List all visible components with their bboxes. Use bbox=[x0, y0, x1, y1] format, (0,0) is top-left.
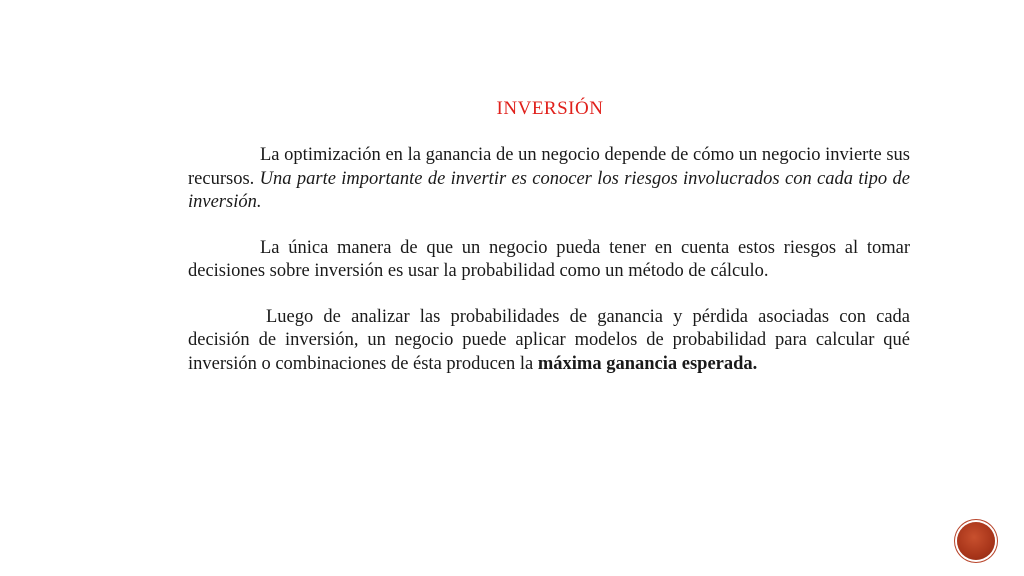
page-number-badge bbox=[957, 522, 995, 560]
paragraph-3-bold: máxima ganancia esperada. bbox=[537, 353, 758, 374]
paragraph-2 bbox=[188, 237, 910, 284]
paragraph-3-text: Luego de analizar las probabilidades de ganancia y pérdida asociadas con cada decisión de inversión, un negocio puede aplicar modelos de probabilidad para calcular qué inversión o combinaciones de ésta producen la bbox=[188, 306, 910, 374]
paragraph-1-italic: Una parte importante de invertir es conocer los riesgos involucrados con cada tipo de inversión. bbox=[188, 168, 910, 212]
paragraph-1-text: La optimización en la ganancia de un negocio depende de cómo un negocio invierte sus recursos. bbox=[188, 145, 910, 189]
paragraph-1 bbox=[188, 144, 910, 215]
paragraph-2-text: La única manera de que un negocio pueda tener en cuenta estos riesgos al tomar decisiones sobre inversión es usar la probabilidad como un método de cálculo. bbox=[188, 237, 910, 281]
paragraph-3 bbox=[188, 306, 910, 377]
slide-body bbox=[188, 144, 910, 398]
slide-title: INVERSIÓN bbox=[496, 98, 604, 119]
